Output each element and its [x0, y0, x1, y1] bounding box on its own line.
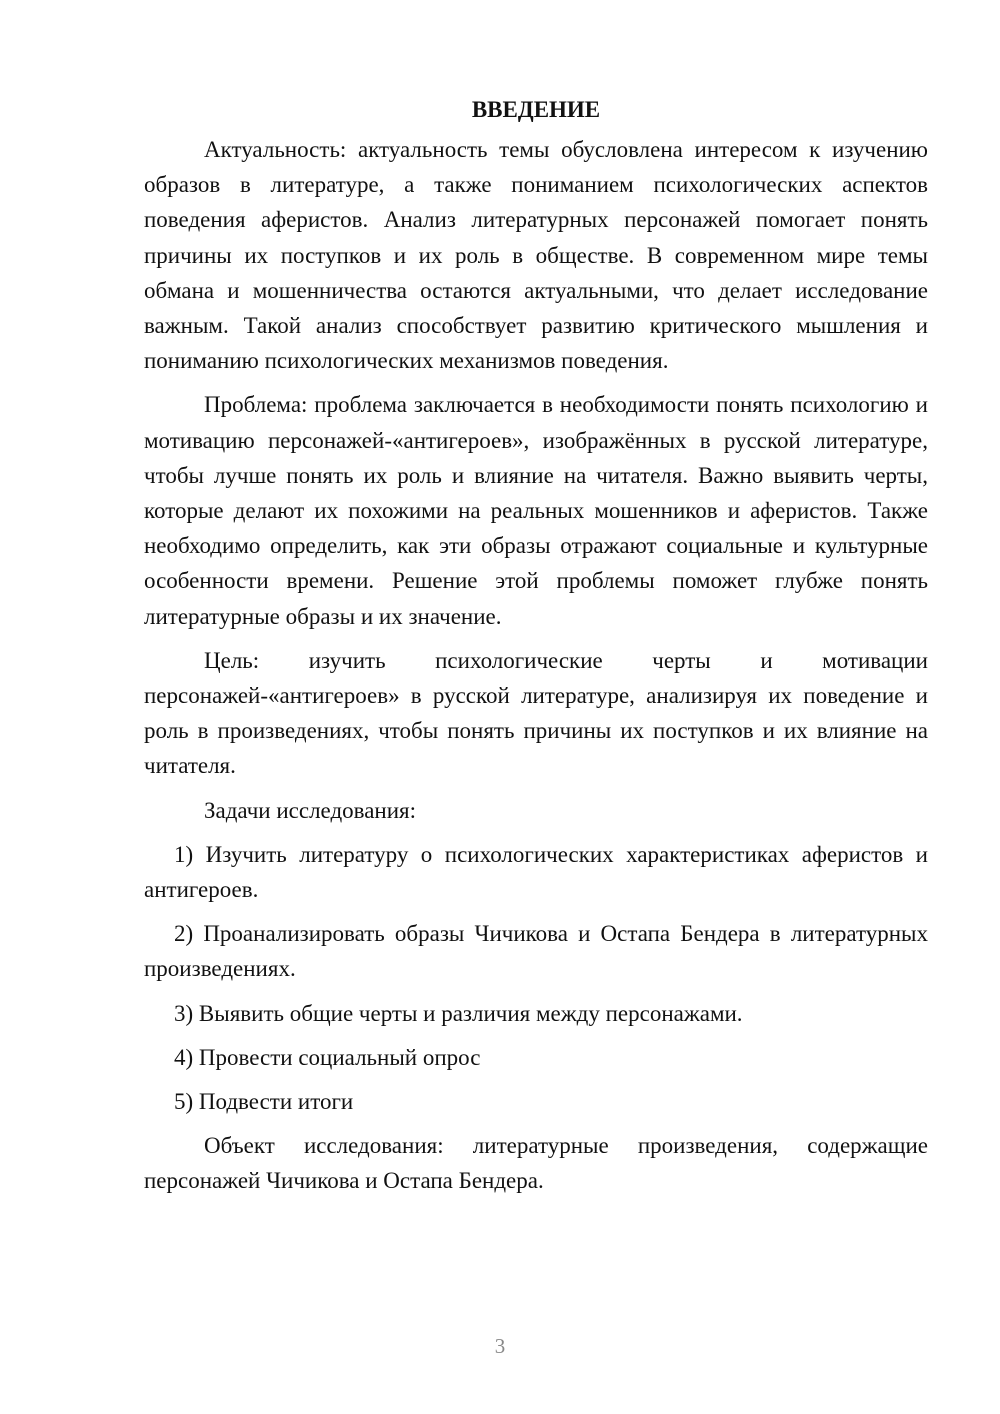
list-item: 3) Выявить общие черты и различия между персонажами.	[174, 1000, 743, 1026]
list-item: 2) Проанализировать образы Чичикова и Остапа Бендера в литературных произведениях.	[144, 921, 928, 982]
document-page	[144, 92, 928, 1208]
list-item: 1) Изучить литературу о психологических характеристиках аферистов и антигероев.	[144, 841, 928, 903]
page-title: ВВЕДЕНИЕ	[471, 97, 601, 122]
goal-paragraph: Цель: изучить психологические черты и мотивации персонажей-«антигероев» в русской литературе, анализируя их поведение и роль в произведениях, чтобы понять причины их поступков и их влияние на читателя.	[144, 647, 928, 779]
tasks-list	[144, 837, 928, 1119]
object-paragraph: Объект исследования: литературные произведения, содержащие персонажей Чичикова и Остапа Бендера.	[144, 1133, 928, 1194]
tasks-heading: Задачи исследования:	[204, 797, 417, 823]
list-item: 5) Подвести итоги	[174, 1089, 354, 1115]
problem-paragraph: Проблема: проблема заключается в необходимости понять психологию и мотивацию персонажей-«антигероев», изображённых в русской литературе, чтобы лучше понять их роль и влияние на читателя. Важно выявить черты, которые делают их похожими на реальных мошенников и аферистов. Также необходимо определить, как эти образы отражают социальные и культурные особенности времени. Решение этой проблемы поможет глубже понять литературные образы и их значение.	[144, 392, 928, 629]
list-item: 4) Провести социальный опрос	[174, 1044, 481, 1070]
page-number: 3	[494, 1334, 506, 1358]
relevance-paragraph: Актуальность: актуальность темы обусловлена интересом к изучению образов в литературе, а также пониманием психологических аспектов поведения аферистов. Анализ литературных персонажей помогает понять причины их поступков и их роль в обществе. В современном мире темы обмана и мошенничества остаются актуальными, что делает исследование важным. Такой анализ способствует развитию критического мышления и пониманию психологических механизмов поведения.	[144, 137, 928, 374]
